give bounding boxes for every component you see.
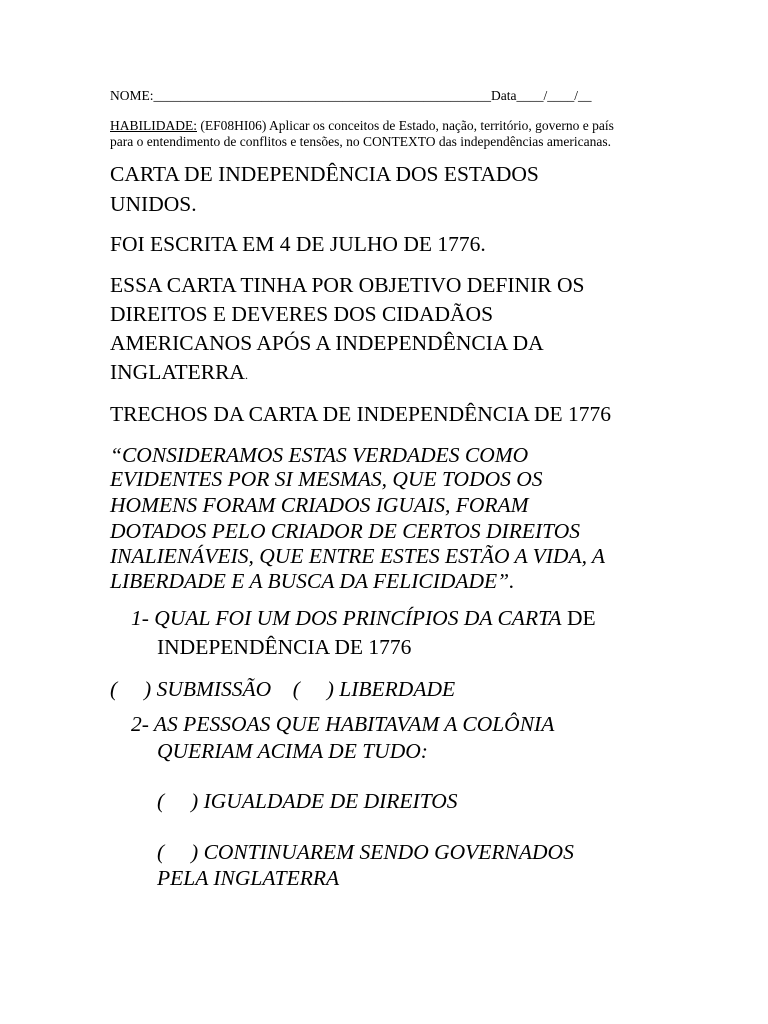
question-1-line-2: INDEPENDÊNCIA DE 1776 (157, 635, 412, 659)
quote-line: INALIENÁVEIS, QUE ENTRE ESTES ESTÃO A VIDA, A (110, 544, 606, 568)
habilidade-text-2: para o entendimento de conflitos e tensões, no CONTEXTO das independências americanas. (110, 134, 611, 149)
habilidade-text-1: (EF08HI06) Aplicar os conceitos de Estado, nação, território, governo e país (197, 118, 614, 133)
purpose-line-4-text: INGLATERRA (110, 360, 245, 384)
question-1-text-regular: DE (561, 606, 596, 630)
purpose-line-4 (110, 358, 248, 390)
question-2-text: AS PESSOAS QUE HABITAVAM A COLÔNIA (153, 712, 555, 736)
question-2-option-b-line-2: PELA INGLATERRA (157, 866, 340, 890)
question-2-option-a[interactable]: ( ) IGUALDADE DE DIREITOS (157, 789, 458, 813)
quote-line: EVIDENTES POR SI MESMAS, QUE TODOS OS (110, 467, 543, 491)
quote-line: “CONSIDERAMOS ESTAS VERDADES COMO (110, 443, 529, 467)
question-1-options[interactable]: ( ) SUBMISSÃO ( ) LIBERDADE (110, 677, 456, 701)
purpose-line-1: ESSA CARTA TINHA POR OBJETIVO DEFINIR OS (110, 273, 585, 297)
question-2-number: 2- (131, 712, 149, 736)
question-1-text: QUAL FOI UM DOS PRINCÍPIOS DA CARTA (154, 606, 562, 630)
written-date: FOI ESCRITA EM 4 DE JULHO DE 1776. (110, 232, 486, 256)
title-line-2: UNIDOS. (110, 192, 197, 216)
purpose-line-4-period: . (244, 368, 248, 382)
name-date-line: NOME:__________________________________________________Data____/____/__ (110, 88, 592, 103)
quote-line: LIBERDADE E A BUSCA DA FELICIDADE”. (110, 569, 515, 593)
question-2-option-b[interactable]: ( ) CONTINUAREM SENDO GOVERNADOS (157, 840, 574, 864)
habilidade-line-1 (110, 118, 614, 134)
excerpts-heading: TRECHOS DA CARTA DE INDEPENDÊNCIA DE 1776 (110, 402, 612, 426)
quote-line: HOMENS FORAM CRIADOS IGUAIS, FORAM (110, 493, 529, 517)
title-line-1: CARTA DE INDEPENDÊNCIA DOS ESTADOS (110, 162, 539, 186)
quote-line: DOTADOS PELO CRIADOR DE CERTOS DIREITOS (110, 519, 580, 543)
question-2 (131, 710, 554, 739)
question-1 (131, 604, 596, 633)
question-1-number: 1- (131, 606, 149, 630)
purpose-line-3: AMERICANOS APÓS A INDEPENDÊNCIA DA (110, 331, 544, 355)
habilidade-label: HABILIDADE: (110, 118, 197, 133)
purpose-line-2: DIREITOS E DEVERES DOS CIDADÃOS (110, 302, 494, 326)
question-2-line-2: QUERIAM ACIMA DE TUDO: (157, 739, 428, 763)
